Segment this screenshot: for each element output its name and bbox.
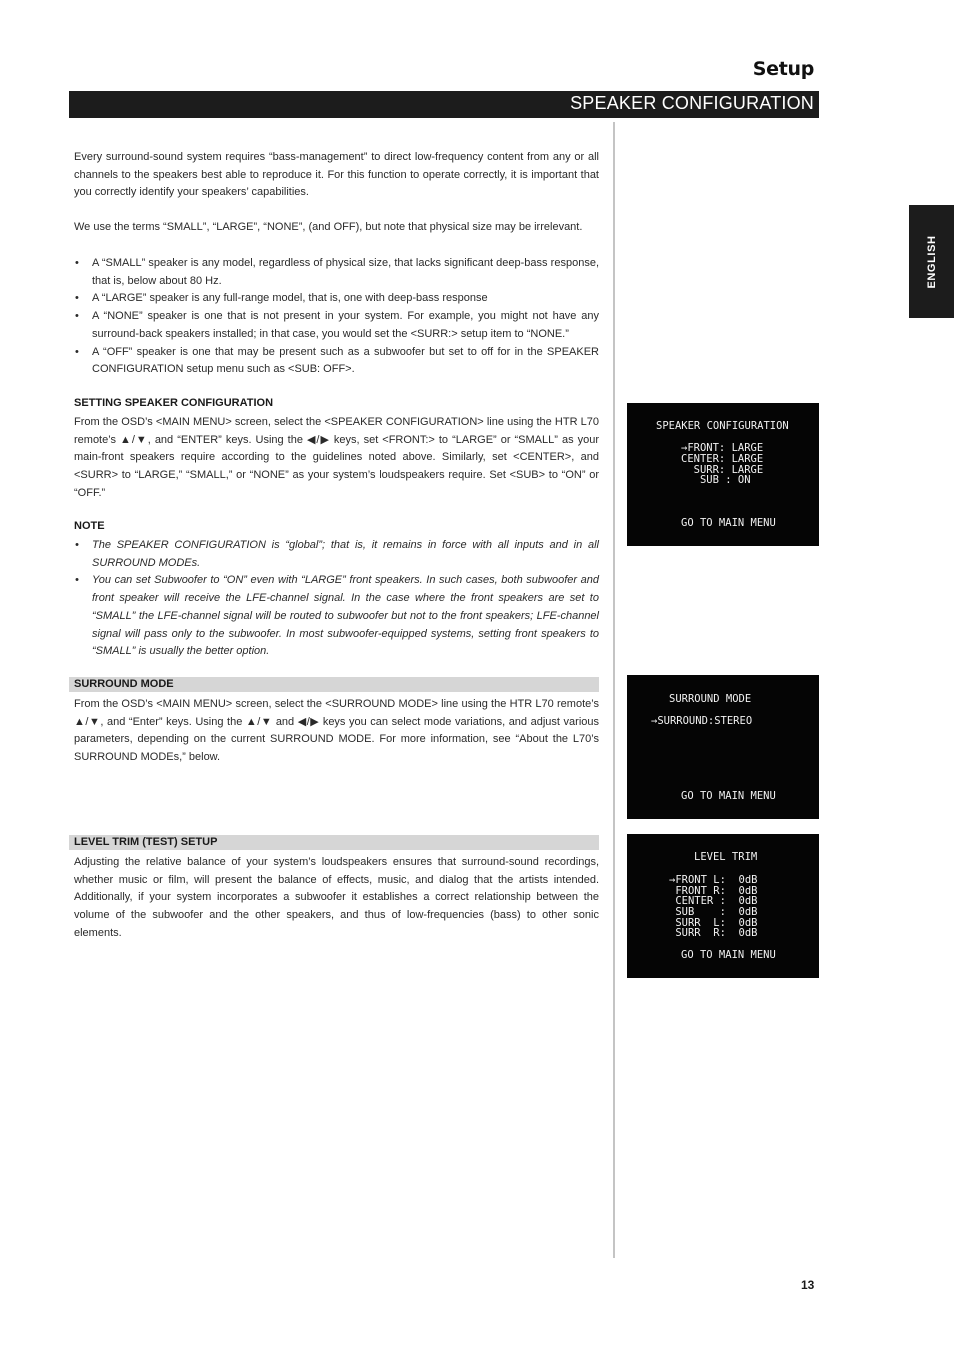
osd-title: SURROUND MODE	[669, 693, 752, 705]
osd-title: LEVEL TRIM	[694, 851, 758, 863]
osd-footer: GO TO MAIN MENU	[681, 790, 776, 802]
list-item: • You can set Subwoofer to “ON” even with “LARGE” front speakers. In such cases, both subwoofer and front speaker will receive the LFE-channel signal. In the case where the front speakers are set to “SMALL” the LFE-channel signal will be routed to subwoofer but not to the front speakers; LFE-channel signal will pass only to the subwoofer. In most subwoofer-equipped systems, setting front speakers to “SMALL” is usually the better option.	[74, 572, 599, 661]
note-list	[74, 537, 599, 661]
list-item: • A “NONE” speaker is one that is not present in your system. For example, you might not have any surround-back speakers installed; in that case, you would set the <SURR:> setup item to “NONE.”	[74, 308, 599, 343]
osd-line: SURR L: 0dB	[669, 917, 758, 929]
osd-line: →FRONT L: 0dB	[669, 874, 758, 886]
section-title: Setup	[752, 58, 814, 80]
surround-heading-band	[69, 677, 599, 692]
list-item: • A “LARGE” speaker is any full-range model, that is, one with deep-bass response	[74, 290, 599, 308]
osd-level-trim	[627, 834, 819, 978]
osd-surround-mode	[627, 675, 819, 819]
setting-heading: SETTING SPEAKER CONFIGURATION	[74, 397, 274, 409]
surround-heading: SURROUND MODE	[74, 678, 174, 690]
column-divider	[613, 122, 615, 1258]
osd-line: SURR R: 0dB	[669, 927, 758, 939]
list-item: • The SPEAKER CONFIGURATION is “global”; that is, it remains in force with all inputs and in all SURROUND MODEs.	[74, 537, 599, 572]
list-item: • A “OFF” speaker is one that may be present such as a subwoofer but set to off for in the SPEAKER CONFIGURATION setup menu such as <SUB: OFF>.	[74, 344, 599, 379]
osd-line: FRONT R: 0dB	[669, 885, 758, 897]
osd-line: CENTER : 0dB	[669, 895, 758, 907]
terms-paragraph: We use the terms “SMALL”, “LARGE”, “NONE”, (and OFF), but note that physical size may be irrelevant.	[74, 221, 583, 233]
osd-footer: GO TO MAIN MENU	[681, 949, 776, 961]
header-bar	[69, 91, 819, 118]
list-item: • A “SMALL” speaker is any model, regardless of physical size, that lacks significant deep-bass response, that is, below about 80 Hz.	[74, 255, 599, 290]
osd-title: SPEAKER CONFIGURATION	[656, 420, 789, 432]
page-heading: SPEAKER CONFIGURATION	[570, 93, 814, 113]
note-heading: NOTE	[74, 520, 105, 532]
level-heading: LEVEL TRIM (TEST) SETUP	[74, 836, 218, 848]
surround-paragraph: From the OSD’s <MAIN MENU> screen, select the <SURROUND MODE> line using the HTR L70 remote’s ▲/▼, and “Enter” keys. Using the ▲/▼ and ◀/▶ keys you can select mode variations, and adjust various parameters, depending on the current SURROUND MODE. For more information, see “About the L70’s SURROUND MODEs,” below.	[74, 698, 599, 764]
osd-line: SUB : ON	[681, 474, 751, 486]
osd-line: SUB : 0dB	[669, 906, 758, 918]
intro-paragraph: Every surround-sound system requires “bass-management” to direct low-frequency content from any or all channels to the speakers best able to reproduce it. For this function to operate correctly, it is important that you correctly identify your speakers’ capabilities.	[74, 151, 599, 199]
osd-footer: GO TO MAIN MENU	[681, 517, 776, 529]
language-tab	[909, 205, 954, 318]
osd-line: →SURROUND:STEREO	[651, 715, 753, 727]
osd-speaker-configuration	[627, 403, 819, 546]
language-tab-label: ENGLISH	[925, 234, 938, 289]
speaker-type-list	[74, 255, 599, 379]
level-heading-band	[69, 835, 599, 850]
osd-line: CENTER: LARGE	[681, 453, 764, 465]
osd-line: SURR: LARGE	[681, 464, 764, 476]
level-paragraph: Adjusting the relative balance of your system’s loudspeakers ensures that surround-sound recordings, whether music or film, will present the balance of effects, music, and dialog that the artists intended. Additionally, if your system incorporates a subwoofer it establishes a correct relationship between the volume of the subwoofer and the other speakers, and thus of low-frequencies (bass) to other sonic elements.	[74, 856, 599, 939]
setting-paragraph: From the OSD’s <MAIN MENU> screen, select the <SPEAKER CONFIGURATION> line using the HTR L70 remote’s ▲/▼, and “ENTER” keys. Using the ◀/▶ keys, set <FRONT:> to “LARGE” or “SMALL” as your main-front speakers require according to the guidelines noted above. Similarly, set <CENTER>, and <SURR> to “LARGE,” “SMALL,” or “NONE” as your system’s loudspeakers require. Set <SUB> to “ON” or “OFF.”	[74, 416, 599, 499]
osd-line: →FRONT: LARGE	[681, 442, 764, 454]
page-number: 13	[801, 1278, 815, 1292]
